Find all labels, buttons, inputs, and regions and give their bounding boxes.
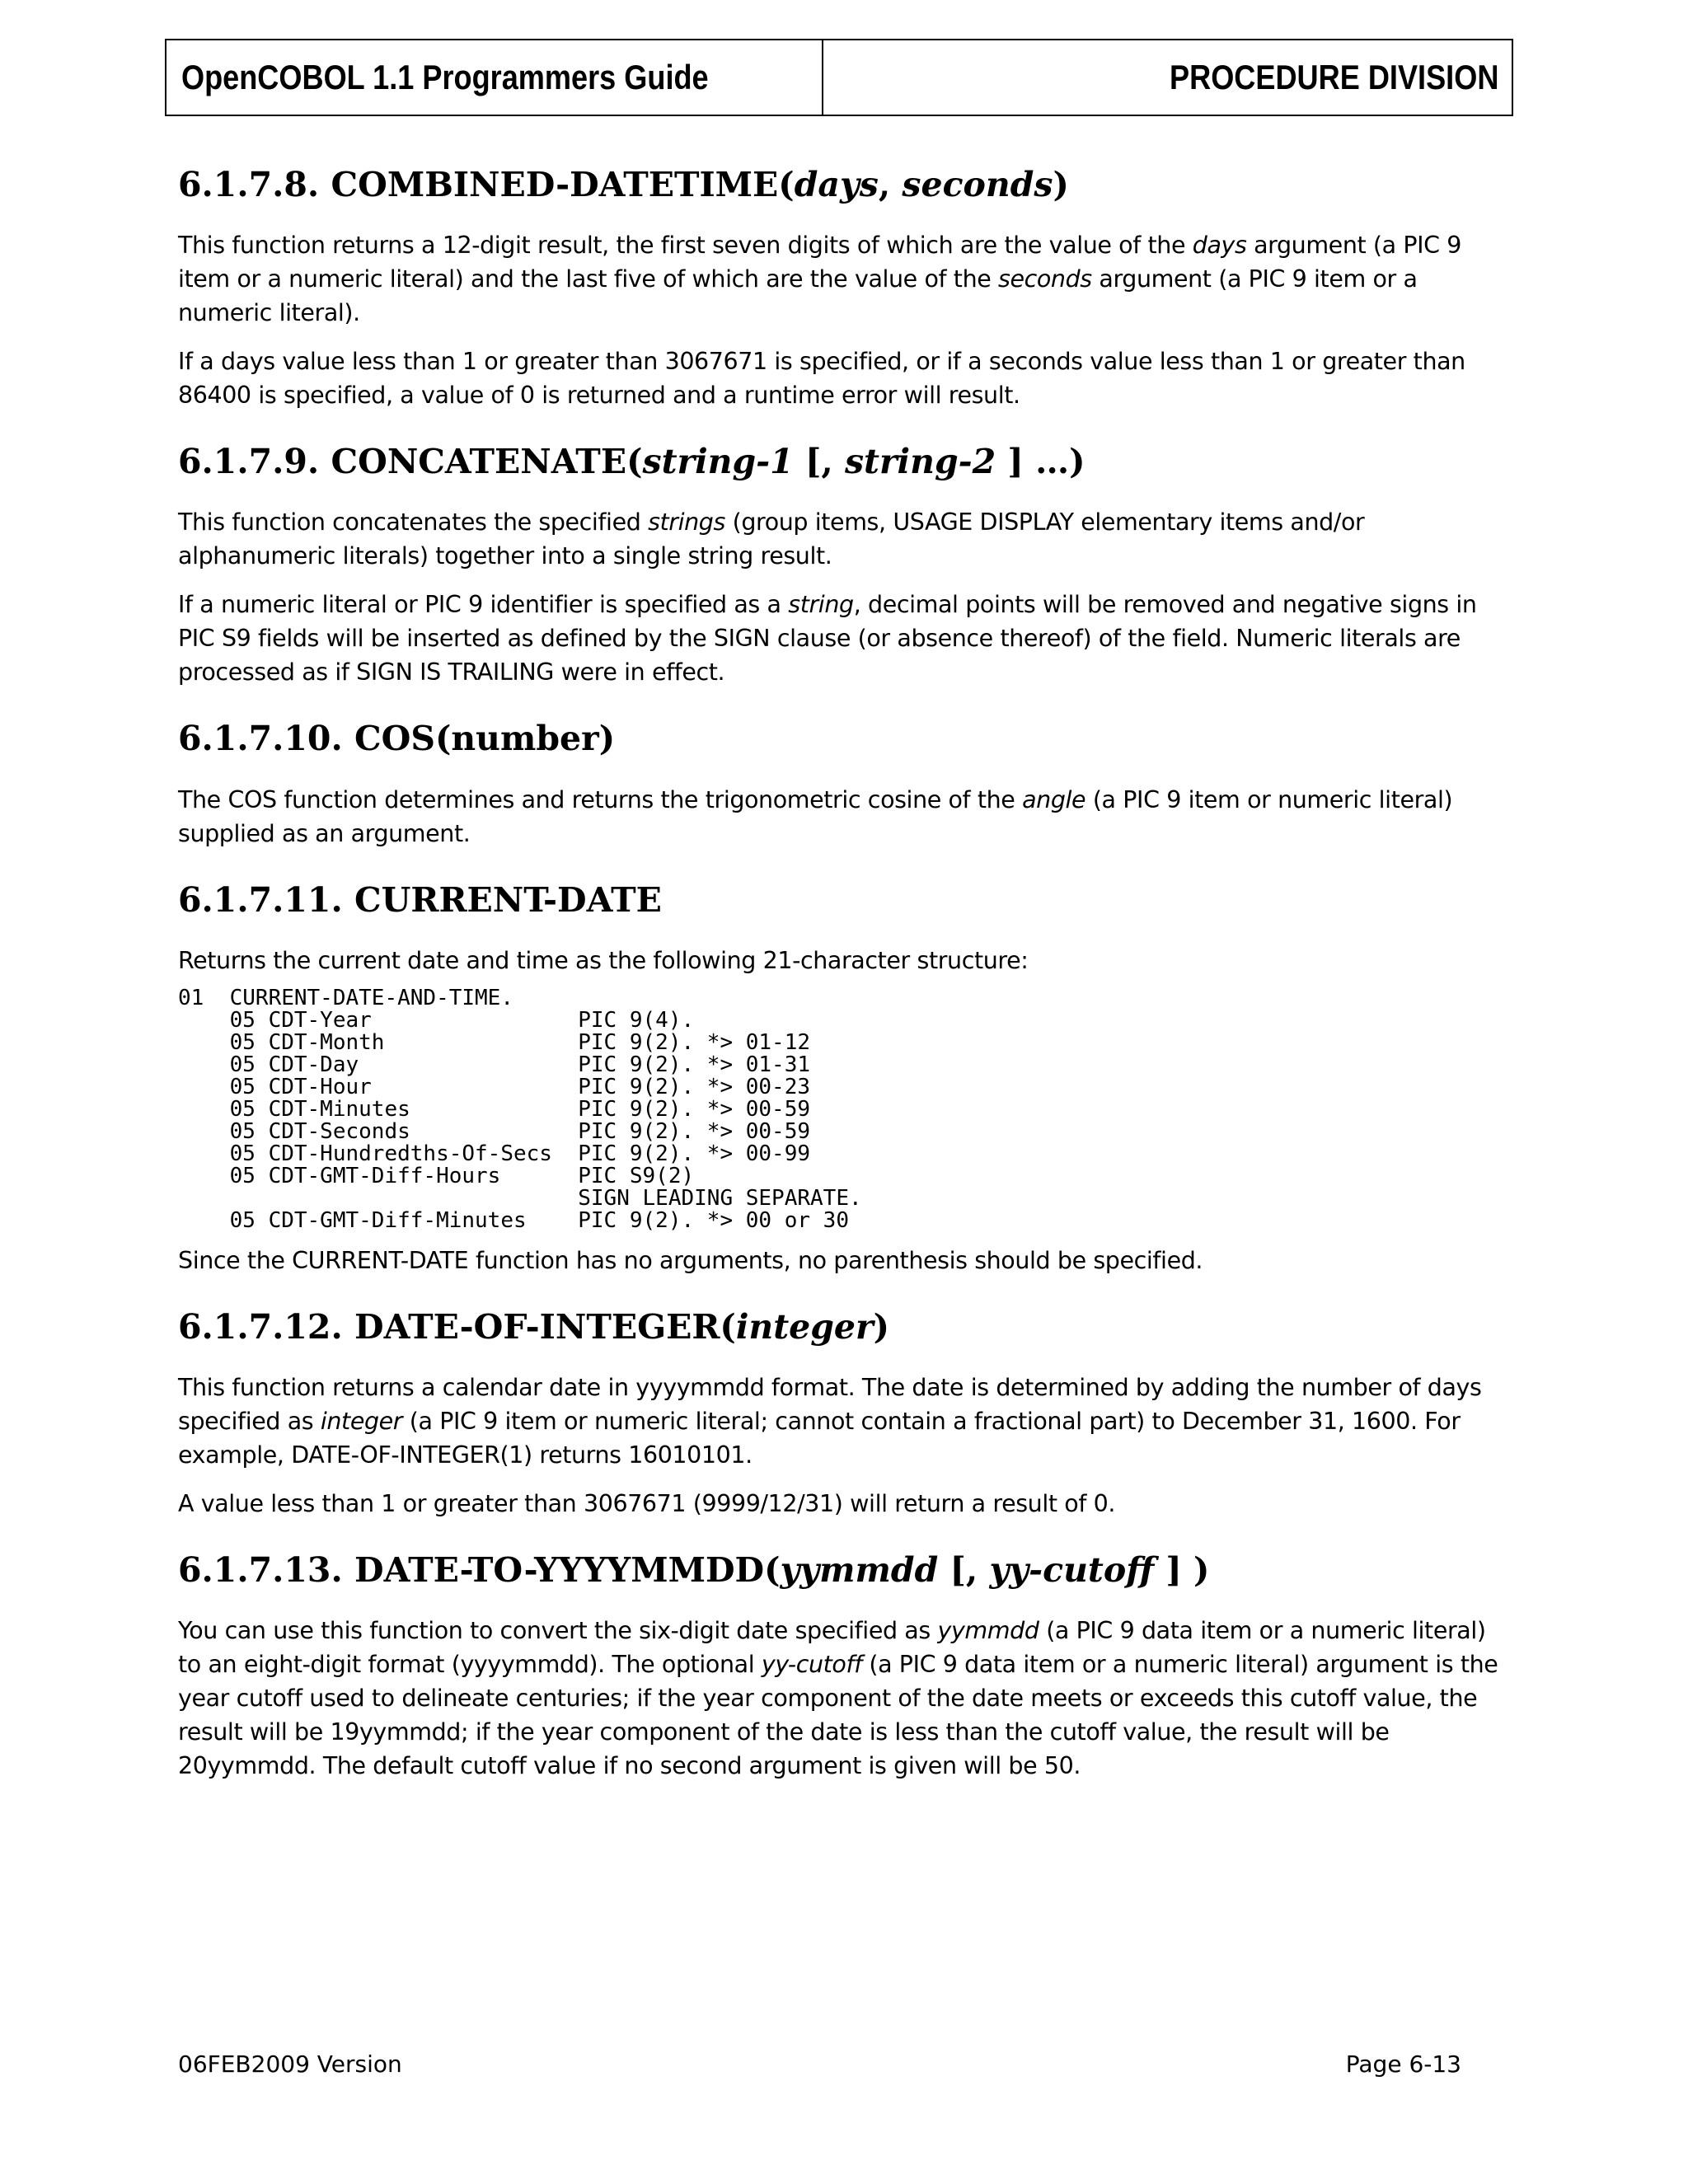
paragraph: Since the CURRENT-DATE function has no arguments, no parenthesis should be specified. (178, 1246, 1203, 1274)
text-run: You can use this function to convert the six-digit date specified as (178, 1617, 938, 1645)
footer-version: 06FEB2009 Version (178, 2050, 402, 2078)
paragraph (178, 783, 1505, 851)
text-run: This function returns a 12-digit result, the first seven digits of which are the value of the (178, 232, 1193, 260)
text-run: The COS function determines and returns the trigonometric cosine of the (178, 785, 1023, 813)
text-run: (a PIC 9 item or numeric literal; cannot contain a fractional part) to December 31, 1600. For example, DATE-OF-INTEGER(1) returns 16010101. (178, 1407, 1461, 1469)
text-run: If a numeric literal or PIC 9 identifier is specified as a (178, 591, 789, 619)
heading-arg: days (794, 165, 879, 204)
section-heading: 6.1.7.10. COS(number) (178, 719, 616, 759)
page-header (165, 39, 1513, 116)
section-heading: 6.1.7.11. CURRENT-DATE (178, 879, 662, 920)
heading-text: 6.1.7.13. DATE-TO-YYYYMMDD( (178, 1549, 781, 1590)
text-run: (a PIC 9 item or numeric literal) supplied as an argument. (178, 785, 1453, 847)
text-run: argument (a PIC 9 item or a numeric literal) and the last five of which are the value of the (178, 232, 1462, 293)
heading-text: 6.1.7.8. COMBINED-DATETIME( (178, 165, 795, 204)
paragraph (178, 505, 1505, 573)
heading-sep: [, (938, 1549, 990, 1590)
emphasis: days (1192, 232, 1247, 260)
page-content (178, 165, 1505, 1783)
footer-page-number: Page 6-13 (1345, 2050, 1461, 2078)
paragraph: If a days value less than 1 or greater than 3067671 is specified, or if a seconds value less than 1 or greater than 86400 is specified, a value of 0 is returned and a runtime error will result. (178, 348, 1465, 410)
emphasis: seconds (998, 265, 1092, 293)
section-heading (178, 442, 1505, 482)
heading-sep: [, (793, 442, 845, 482)
heading-text: 6.1.7.9. CONCATENATE( (178, 442, 643, 482)
text-run: This function concatenates the specified (178, 509, 649, 537)
code-block: 01 CURRENT-DATE-AND-TIME. 05 CDT-Year PIC 9(4). 05 CDT-Month PIC 9(2). *> 01-12 05 CDT-Day PIC 9(2). *> 01-31 05 CDT-Hour PIC 9(2). *> 00-23 05 CDT-Minutes PIC 9(2). *> 00-59 05 CDT-Seconds PIC 9(2). *> 00-59 05 CDT-Hundredths-Of-Secs PIC 9(2). *> 00-99 05 CDT-GMT-Diff-Hours PIC S9(2) SIGN LEADING SEPARATE. 05 CDT-GMT-Diff-Minutes PIC 9(2). *> 00 or 30 (178, 985, 862, 1233)
heading-arg: string-1 (642, 442, 794, 482)
heading-arg: integer (735, 1306, 874, 1347)
text-run: argument (a PIC 9 item or a numeric literal). (178, 265, 1418, 327)
header-title-text: OpenCOBOL 1.1 Programmers Guide (181, 58, 709, 96)
heading-text: 6.1.7.12. DATE-OF-INTEGER( (178, 1306, 736, 1347)
paragraph (178, 1371, 1505, 1472)
header-section (823, 40, 1512, 115)
text-run: (group items, USAGE DISPLAY elementary items and/or alphanumeric literals) together into a single string result. (178, 509, 1365, 570)
paragraph (178, 228, 1505, 330)
section-heading (178, 165, 1505, 205)
header-section-text: PROCEDURE DIVISION (1169, 58, 1498, 96)
text-run: (a PIC 9 data item or a numeric literal) to an eight-digit format (yyyymmdd). The optional (178, 1617, 1486, 1679)
heading-arg: seconds (902, 165, 1053, 204)
text-run: This function returns a calendar date in yyyymmdd format. The date is determined by adding the number of days specified as (178, 1373, 1482, 1435)
emphasis: string (788, 591, 854, 619)
section-heading (178, 1307, 1505, 1347)
emphasis: yymmdd (937, 1617, 1039, 1645)
heading-arg: yymmdd (780, 1549, 939, 1590)
paragraph (178, 1614, 1505, 1783)
paragraph (178, 588, 1505, 689)
heading-suffix: ] …) (996, 442, 1085, 482)
emphasis: angle (1022, 785, 1086, 813)
heading-arg: yy-cutoff (989, 1549, 1155, 1590)
heading-suffix: ] ) (1154, 1549, 1210, 1590)
emphasis: strings (648, 509, 725, 537)
emphasis: integer (320, 1407, 403, 1435)
heading-suffix: ) (873, 1306, 889, 1347)
text-run: , decimal points will be removed and negative signs in PIC S9 fields will be inserted as defined by the SIGN clause (or absence thereof) of the field. Numeric literals are processed as if SIGN IS TRAILING were in effect. (178, 591, 1477, 687)
heading-sep: , (878, 165, 903, 204)
text-run: (a PIC 9 data item or a numeric literal) argument is the year cutoff used to delineate centuries; if the year component of the date meets or exceeds this cutoff value, the result will be 19yymmdd; if the year component of the date is less than the cutoff value, the result will be 20yymmdd. The default cutoff value if no second argument is given will be 50. (178, 1651, 1498, 1780)
header-title (166, 40, 823, 115)
paragraph: Returns the current date and time as the following 21-character structure: (178, 946, 1029, 974)
heading-arg: string-2 (844, 442, 996, 482)
heading-suffix: ) (1053, 165, 1069, 204)
section-heading (178, 1550, 1505, 1591)
emphasis: yy-cutoff (761, 1651, 862, 1679)
paragraph: A value less than 1 or greater than 3067671 (9999/12/31) will return a result of 0. (178, 1489, 1115, 1517)
